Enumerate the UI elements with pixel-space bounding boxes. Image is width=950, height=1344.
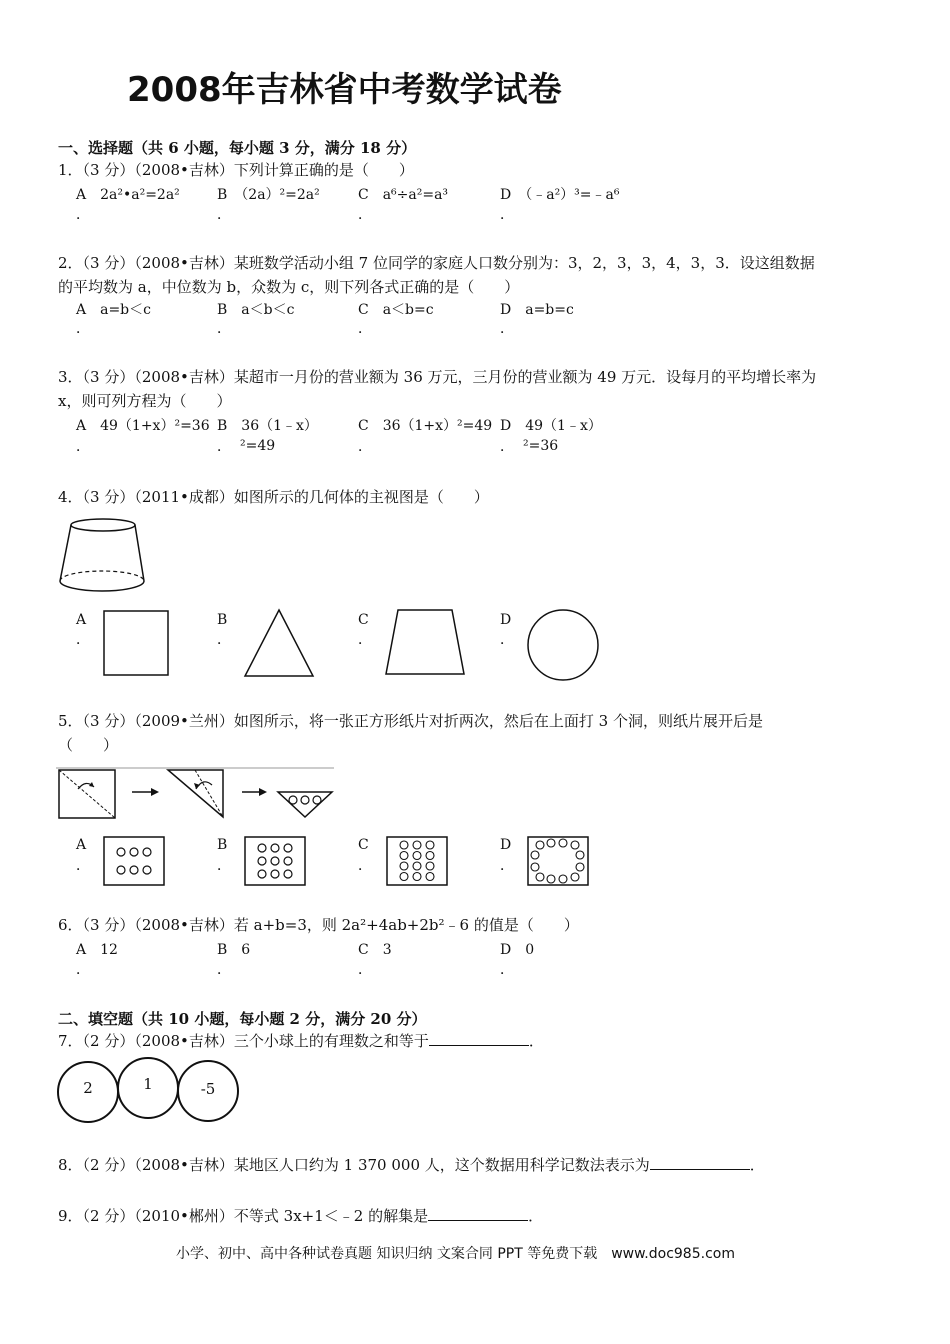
q6-option-b[interactable]: B 6 [217, 942, 251, 958]
question-8-text: 8．（2 分）（2008•吉林）某地区人口约为 1 370 000 人，这个数据用科学记数法表示为 [58, 1156, 650, 1174]
q4-option-b[interactable]: B [217, 612, 228, 628]
option-dot: ． [358, 858, 372, 874]
question-2-line-1: 2．（3 分）（2008•吉林）某班数学活动小组 7 位同学的家庭人口数分别为：3，2，3，3，4，3，3．设这组数据 [58, 254, 815, 272]
ball-2 [117, 1057, 179, 1119]
q5-option-b[interactable]: B [217, 837, 228, 853]
option-dot: ． [500, 207, 514, 223]
q2-option-a[interactable]: A a=b＜c [76, 302, 151, 318]
option-dot: ． [217, 321, 231, 337]
question-6-stem: 6．（3 分）（2008•吉林）若 a+b=3，则 2a²+4ab+2b²﹣6 的值是（ ） [58, 916, 579, 934]
q3-option-d-cont: ²=36 [523, 438, 559, 454]
question-2-line-2: 的平均数为 a，中位数为 b，众数为 c，则下列各式正确的是（ ） [58, 278, 520, 296]
question-9-stem [58, 1206, 543, 1226]
question-4-stem: 4．（3 分）（2011•成都）如图所示的几何体的主视图是（ ） [58, 488, 489, 506]
q3-option-c[interactable]: C 36（1+x）²=49 [358, 418, 493, 434]
q4-option-d[interactable]: D [500, 612, 512, 628]
question-7-stem [58, 1031, 544, 1051]
option-dot: ． [500, 632, 514, 648]
q4-option-a[interactable]: A [76, 612, 87, 628]
option-dot: ． [358, 207, 372, 223]
answer-blank-7[interactable] [429, 1031, 529, 1046]
q1-option-c[interactable]: C a⁶÷a²=a³ [358, 187, 449, 203]
q6-option-a[interactable]: A 12 [76, 942, 118, 958]
question-5-line-2: （ ） [58, 736, 119, 754]
q4-triangle-shape[interactable] [243, 608, 315, 678]
q5-option-d-figure[interactable] [527, 836, 589, 886]
question-8-end: ． [749, 1156, 765, 1174]
question-1-stem: 1．（3 分）（2008•吉林）下列计算正确的是（ ） [58, 161, 414, 179]
q2-option-c[interactable]: C a＜b=c [358, 302, 434, 318]
ball-2-number: 1 [143, 1075, 153, 1093]
q1-option-d[interactable]: D （﹣a²）³=﹣a⁶ [500, 187, 620, 203]
q3-option-a[interactable]: A 49（1+x）²=36 [76, 418, 210, 434]
ball-1 [57, 1061, 119, 1123]
q5-option-a-figure[interactable] [103, 836, 165, 886]
question-9-text: 9．（2 分）（2010•郴州）不等式 3x+1＜﹣2 的解集是 [58, 1207, 429, 1225]
q5-option-a[interactable]: A [76, 837, 87, 853]
question-3-line-1: 3．（3 分）（2008•吉林）某超市一月份的营业额为 36 万元，三月份的营业额为 49 万元．设每月的平均增长率为 [58, 368, 817, 386]
answer-blank-9[interactable] [428, 1206, 528, 1221]
question-7-end: ． [528, 1032, 544, 1050]
section-heading-choice: 一、选择题（共 6 小题，每小题 3 分，满分 18 分） [58, 139, 417, 157]
option-dot: ． [217, 962, 231, 978]
q6-option-d[interactable]: D 0 [500, 942, 535, 958]
option-dot: ． [358, 632, 372, 648]
q3-option-b[interactable]: B 36（1﹣x） [217, 418, 318, 434]
q5-option-d[interactable]: D [500, 837, 512, 853]
q2-option-b[interactable]: B a＜b＜c [217, 302, 295, 318]
option-dot: ． [217, 207, 231, 223]
q1-option-b[interactable]: B （2a）²=2a² [217, 187, 320, 203]
section-heading-fill-in: 二、填空题（共 10 小题，每小题 2 分，满分 20 分） [58, 1010, 427, 1028]
paper-folding-figure [56, 767, 336, 821]
frustum-figure [56, 517, 152, 597]
option-dot: ． [76, 439, 90, 455]
question-5-line-1: 5．（3 分）（2009•兰州）如图所示，将一张正方形纸片对折两次，然后在上面打 3 个洞，则纸片展开后是 [58, 712, 763, 730]
q5-option-c[interactable]: C [358, 837, 369, 853]
ball-3 [177, 1060, 239, 1122]
q4-trapezoid-shape[interactable] [384, 608, 466, 678]
option-dot: ． [500, 439, 514, 455]
q1-option-a[interactable]: A 2a²•a²=2a² [76, 187, 180, 203]
ball-3-number: -5 [200, 1080, 216, 1098]
option-dot: ． [76, 321, 90, 337]
option-dot: ． [500, 962, 514, 978]
question-3-line-2: x，则可列方程为（ ） [58, 392, 232, 410]
question-8-stem [58, 1155, 765, 1175]
ball-1-number: 2 [83, 1079, 93, 1097]
q2-option-d[interactable]: D a=b=c [500, 302, 574, 318]
q4-square-shape[interactable] [103, 610, 169, 676]
option-dot: ． [76, 962, 90, 978]
option-dot: ． [76, 632, 90, 648]
option-dot: ． [500, 321, 514, 337]
question-7-text: 7．（2 分）（2008•吉林）三个小球上的有理数之和等于 [58, 1032, 429, 1050]
page-footer: 小学、初中、高中各种试卷真题 知识归纳 文案合同 PPT 等免费下载 www.doc985.com [176, 1246, 735, 1262]
q3-option-d[interactable]: D 49（1﹣x） [500, 418, 602, 434]
q4-circle-shape[interactable] [526, 608, 600, 682]
answer-blank-8[interactable] [650, 1155, 750, 1170]
option-dot: ． [500, 858, 514, 874]
option-dot: ． [76, 207, 90, 223]
option-dot: ． [358, 321, 372, 337]
q5-option-c-figure[interactable] [386, 836, 448, 886]
option-dot: ． [76, 858, 90, 874]
option-dot: ． [217, 632, 231, 648]
q3-option-b-cont: ²=49 [240, 438, 276, 454]
option-dot: ． [358, 439, 372, 455]
q5-option-b-figure[interactable] [244, 836, 306, 886]
q6-option-c[interactable]: C 3 [358, 942, 392, 958]
option-dot: ． [358, 962, 372, 978]
option-dot: ． [217, 858, 231, 874]
q4-option-c[interactable]: C [358, 612, 369, 628]
question-9-end: ． [528, 1207, 544, 1225]
page-title: 2008年吉林省中考数学试卷 [127, 70, 562, 110]
option-dot: ． [217, 439, 231, 455]
